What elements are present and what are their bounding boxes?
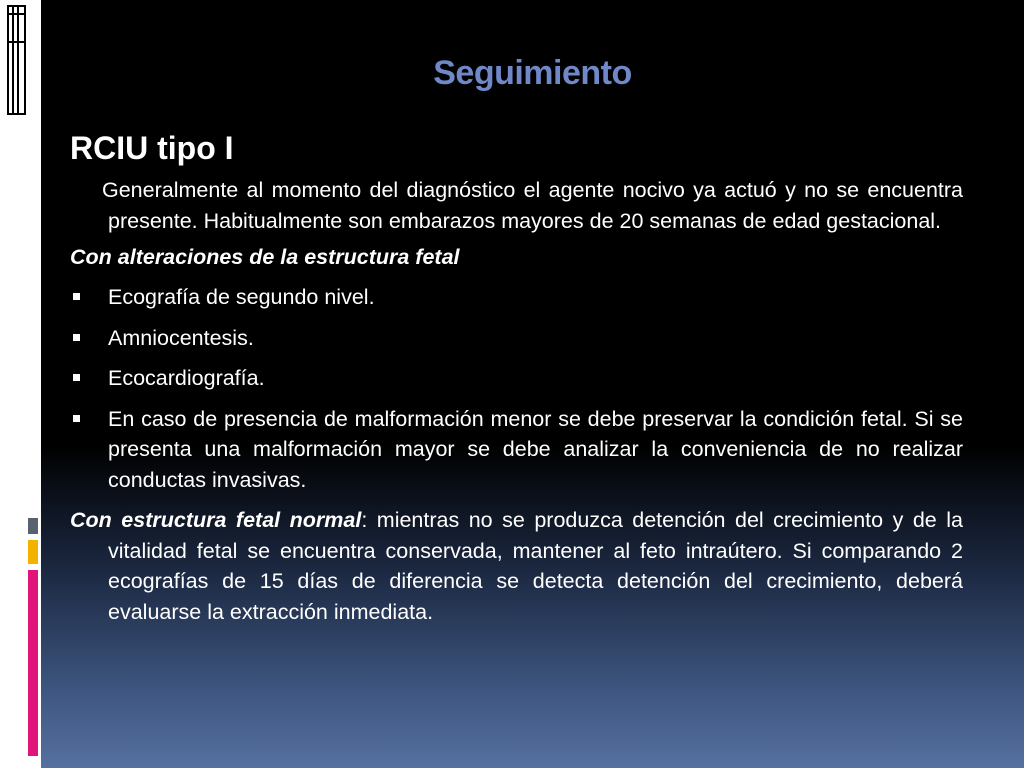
intro-paragraph: Generalmente al momento del diagnóstico el agente nocivo ya actuó y no se encuentra presente. Habitualmente son embarazos mayores de 20 semanas de edad gestacional.	[102, 178, 963, 233]
accent-bar-magenta	[28, 570, 38, 756]
square-bullet-icon	[73, 415, 80, 422]
left-decor-strip	[0, 0, 41, 768]
normal-structure-text: : mientras no se produzca detención del crecimiento y de la vitalidad fetal se encuentra conservada, mantener al feto intraútero. Si comparando 2 ecografías de 15 días de diferencia se detecta detención del crecimiento, deberá evaluarse la extracción inmediata.	[108, 508, 963, 624]
list-item	[70, 282, 963, 313]
subheading-alterations: Con alteraciones de la estructura fetal	[70, 245, 460, 269]
normal-structure-lead: Con estructura fetal normal	[70, 508, 362, 532]
square-bullet-icon	[73, 374, 80, 381]
accent-bar-gray	[28, 518, 38, 534]
slide-title: Seguimiento	[433, 54, 632, 92]
list-item-text: Ecografía de segundo nivel.	[108, 285, 375, 309]
list-item	[70, 404, 963, 496]
list-item-text: Ecocardiografía.	[108, 366, 265, 390]
square-bullet-icon	[73, 293, 80, 300]
list-item	[70, 323, 963, 354]
normal-structure-paragraph	[70, 505, 963, 627]
square-bullet-icon	[73, 334, 80, 341]
slide-content	[70, 130, 963, 627]
accent-bars	[28, 508, 38, 758]
section-heading: RCIU tipo I	[70, 130, 234, 166]
page-stack-icon	[6, 2, 28, 120]
accent-bar-yellow	[28, 540, 38, 564]
list-item	[70, 363, 963, 394]
slide-canvas	[41, 0, 1024, 768]
list-item-text: Amniocentesis.	[108, 325, 254, 350]
list-item-text: En caso de presencia de malformación menor se debe preservar la condición fetal. Si se presenta una malformación mayor se debe analizar la conveniencia de no realizar conductas invasivas.	[108, 406, 963, 492]
bullet-list	[70, 282, 963, 495]
